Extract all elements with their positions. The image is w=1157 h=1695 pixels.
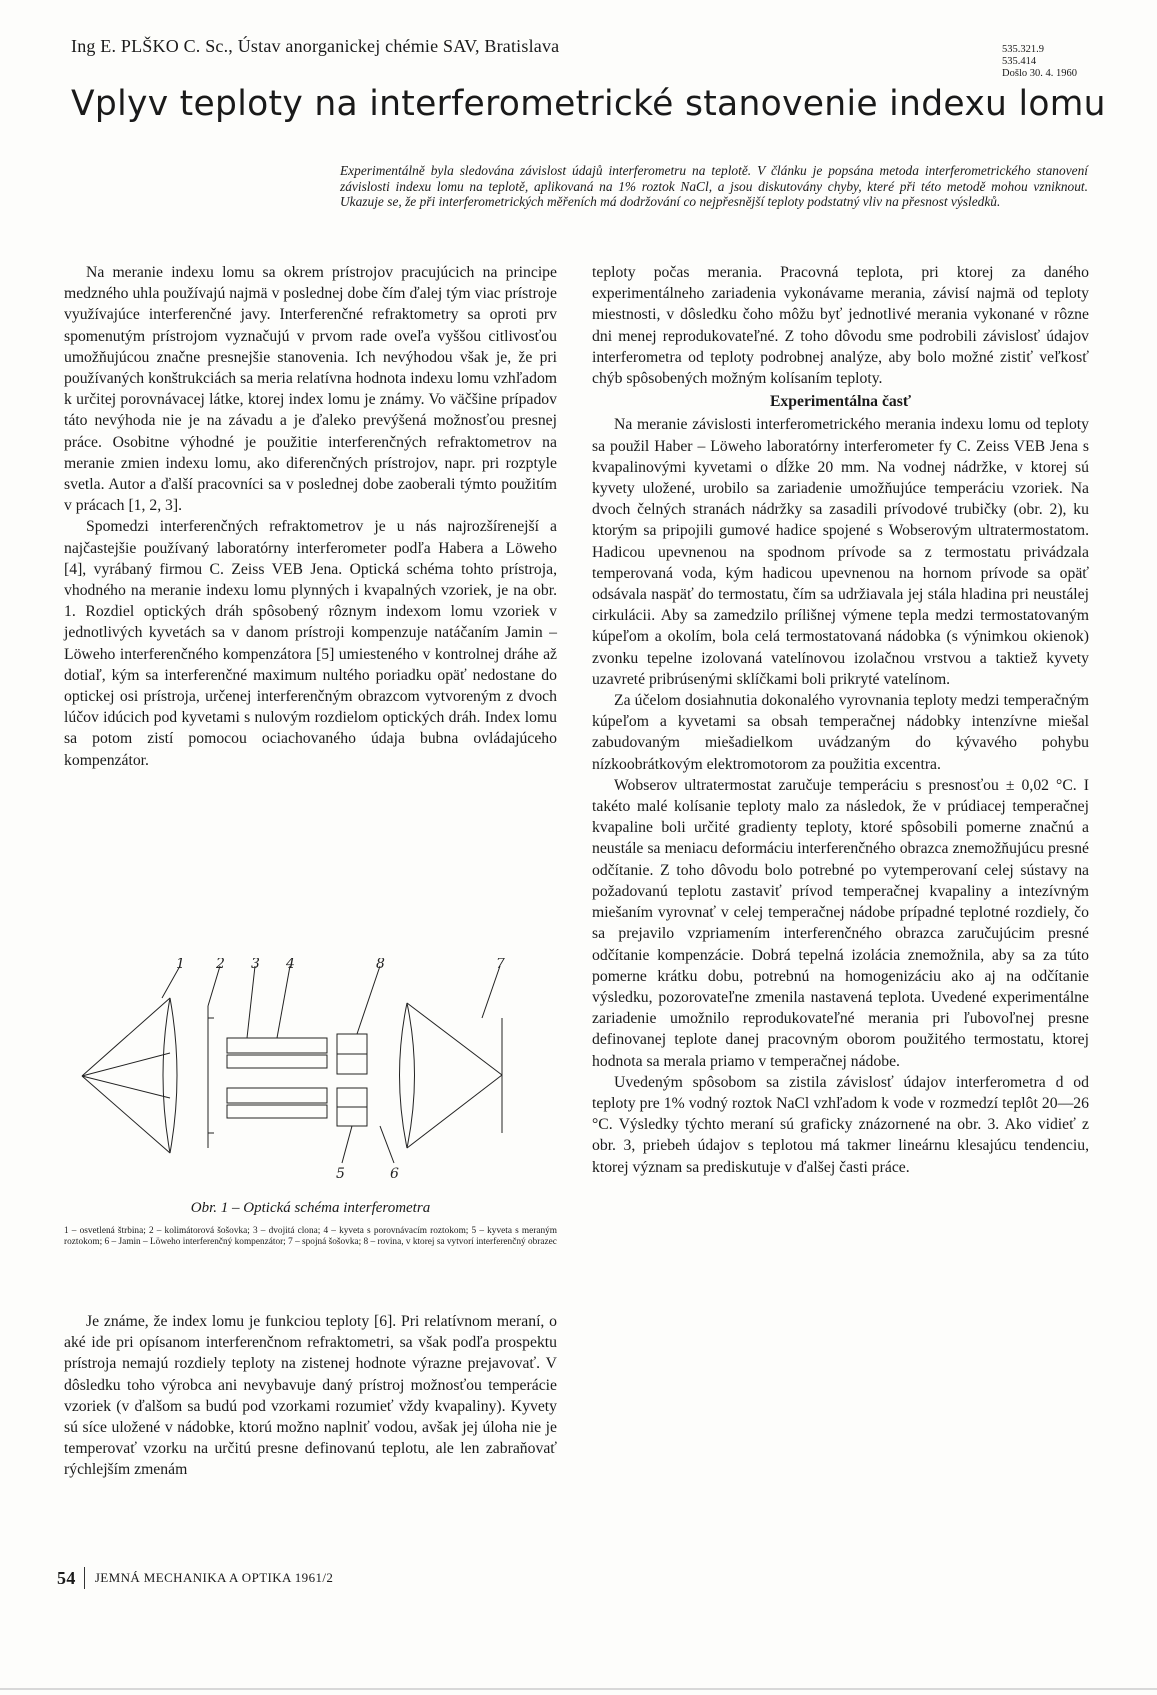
figure-label-7: 7 [496,958,505,972]
figure-label-3: 3 [251,958,260,972]
journal-name: JEMNÁ MECHANIKA A OPTIKA 1961/2 [94,1570,334,1585]
paragraph: teploty počas merania. Pracovná teplota, pri ktorej za daného experimentálneho zariadenia vykonávame merania, závisí najmä od teploty miestnosti, v dôsledku čoho môžu byť jednotlivé merania vykonané v rôzne dni menej reprodukovateľné. Z toho dôvodu sme podrobili závislosť údajov interferometra od teploty podrobnej analýze, aby bolo možné zistiť veľkosť chýb spôsobených možným kolísaním teploty. [592,264,1089,388]
figure-label-5: 5 [336,1166,345,1182]
figure-label-2: 2 [216,958,225,972]
udc-code-1: 535.321.9 [1002,44,1045,55]
figure-caption: Obr. 1 – Optická schéma interferometra [190,1200,431,1216]
paragraph: Za účelom dosiahnutia dokonalého vyrovnania teploty medzi temperačným kúpeľom a kyvetami sa obsah temperačnej nádobky intenzívne miešal zabudovaným miešadielkom uvádzaným do kývavého pohybu nízkoobrátkovým elektromotorom za použitia excentra. [592,692,1089,773]
paragraph: Wobserov ultratermostat zaručuje temperáciu s presnosťou ± 0,02 °C. I takéto malé kolísanie teploty malo za následok, že v prúdiacej temperačnej kvapaline boli určité gradienty teploty, ktoré spôsobili pomerne značnú a neustále sa meniacu deformáciu interferenčného obrazca znemožňujúcu presné odčítanie. Z toho dôvodu bolo potrebné po vytemperovaní celej sústavy na požadovanú teplotu zastaviť prívod temperačnej kvapaliny a intezívným miešaním vyrovnať v celej temperačnej nádobe prípadné teplotné rozdiely, čo sa prejavilo vzpriamením interferenčného obrazca zaručujúcim presné odčítanie kompenzácie. Dobrá tepelná izolácia znemožnila, aby sa za túto pomerne krátku dobu, potrebnú na homogenizáciu ako aj na odčítanie výsledku, pozorovateľne zmenila nastavená teplota. Uvedené experimentálne zariadenie umožnilo reprodukovateľné merania pri ľubovoľnej presne definovanej teplote danej pracovným oborom použitého termostatu, ktorej hodnota sa merala priamo v temperačnej nádobe. [592,776,1089,1070]
figure-legend: 1 – osvetlená štrbina; 2 – kolimátorová šošovka; 3 – dvojitá clona; 4 – kyveta s porovnávacím roztokom; 5 – kyveta s meraným roztokom; 6 – Jamin – Löweho interferenčný kompenzátor; 7 – spojná šošovka; 8 – rovina, v ktorej sa vytvorí interferenčný obrazec [64,1226,557,1247]
author-line: Ing E. PLŠKO C. Sc., Ústav anorganickej chémie SAV, Bratislava [71,36,560,56]
page-footer [57,1567,333,1589]
column-left-bottom [64,1311,557,1481]
article-title: Vplyv teploty na interferometrické stanovenie indexu lomu [71,84,1106,124]
section-heading: Experimentálna časť [769,393,912,411]
column-right [592,262,1089,1178]
figure-label-6: 6 [390,1166,399,1182]
figure-label-8: 8 [376,958,385,972]
paragraph: Je známe, že index lomu je funkciou teploty [6]. Pri relatívnom meraní, o aké ide pri opísanom interferenčnom refraktometri, sa však podľa prospektu prístroja nemajú rozdiely teploty na zistenej hodnote výrazne prejavovať. V dôsledku toho výrobca ani nevybavuje daný prístroj možnosťou temperácie vzoriek (v ďalšom sa budú pod vzorkami rozumieť vždy kvapaliny). Kyvety sú síce uložené v nádobke, ktorú možno naplniť vodou, avšak jej úloha nie je temperovať vzorku na určitú presne definovanú teplotu, ale len zabraňovať rýchlejším zmenám [64,1313,557,1479]
optical-schema-figure [62,958,562,1183]
udc-code-2: 535.414 [1002,56,1037,67]
column-left-top [64,262,557,771]
figure-label-1: 1 [176,958,185,972]
udc-block [1002,44,1077,80]
paragraph: Na meranie závislosti interferometrického merania indexu lomu od teploty sa použil Haber – Löweho laboratórny interferometer fy C. Zeiss VEB Jena s kvapalinovými kyvetami o dĺžke 20 mm. Na vodnej nádržke, v ktorej sú kyvety uložené, urobilo sa zariadenie umožňujúce temperáciu vzoriek. Na dvoch čelných stranách nádržky sa zasadili prívodové trubičky (obr. 2), ku ktorým sa pripojili gumové hadice spojené s Wobserovým ultratermostatom. Hadicou upevnenou na spodnom prívode sa z termostatu privádzala temperovaná voda, kým hadicou upevnenou na hornom prívode sa opäť odsávala naspäť do termostatu, čím sa udržiavala jej stála hladina pri neustálej cirkulácii. Aby sa zamedzilo prílišnej výmene tepla medzi termostatovaným kúpeľom a okolím, bola celá termostatovaná nádobka (s výnimkou okienok) zvonku tepelne izolovaná vatelínovou izolačnou vrstvou a taktiež kyvety uzavreté pribrúsenými sklíčkami boli prikryté vatelínom. [592,416,1089,688]
received-date: Došlo 30. 4. 1960 [1002,68,1077,79]
paragraph: Spomedzi interferenčných refraktometrov je u nás najrozšírenejší a najčastejšie používaný laboratórny interferometer podľa Habera a Löweho [4], vyrábaný firmou C. Zeiss VEB Jena. Optická schéma tohto prístroja, vhodného na meranie indexu lomu plynných i kvapalných vzoriek, je na obr. 1. Rozdiel optických dráh spôsobený rôznym indexom lomu vzoriek v jednotlivých kyvetách sa v danom prístroji kompenzuje natáčaním Jamin – Löweho interferenčného kompenzátora [5] umiesteného v kontrolnej dráhe až dotiaľ, kým sa interferenčné maximum nultého poriadku opäť nedostane do optickej osi prístroja, určenej interferenčným obrazcom vytvoreným z dvoch lúčov idúcich pod kyvetami s nulovým rozdielom optických dráh. Index lomu sa potom zistí pomocou ociachovaného údaja bubna ovládajúceho kompenzátor. [64,518,557,769]
abstract: Experimentálně byla sledována závislost údajů interferometru na teplotě. V článku je popsána metoda interferometrického stanovení závislosti indexu lomu na teplotě, aplikovaná na 1% roztok NaCl, a jsou diskutovány chyby, které při této metodě mohou vzniknout. Ukazuje se, že při interferometrických měřeních má dodržování co nejpřesnější teploty podstatný vliv na přesnost výsledků. [340,163,1088,209]
figure-label-4: 4 [286,958,295,972]
paragraph: Uvedeným spôsobom sa zistila závislosť údajov interferometra d od teploty pre 1% vodný roztok NaCl vzhľadom k vode v rozmedzí teplôt 20—26 °C. Výsledky týchto meraní sú graficky znázornené na obr. 3. Ako vidieť z obr. 3, priebeh údajov s teplotou má takmer lineárnu klesajúcu tendenciu, ktorej význam sa prediskutuje v ďalšej časti práce. [592,1073,1089,1176]
scan-edge-line [0,1688,1157,1690]
page-number: 54 [57,1567,76,1588]
footer-divider [84,1567,85,1589]
paragraph: Na meranie indexu lomu sa okrem prístrojov pracujúcich na principe medzného uhla používajú najmä v poslednej dobe čím ďalej tým viac prístroje využívajúce interferenčné javy. Interferenčné refraktometry sa oproti prv spomenutým prístrojom vyznačujú v prvom rade oveľa vyššou citlivosťou umožňujúcou značne presnejšie stanovenia. Ich nevýhodou však je, že pri používaných konštrukciách sa meria relatívna hodnota indexu lomu vzhľadom k určitej porovnávacej látke, ktorej index lomu je známy. Vo väčšine prípadov táto nevýhoda nie je na závadu a je ďaleko prevýšená možnosťou presnej práce. Osobitne výhodné je použitie interferenčných refraktometrov na meranie zmien indexu lomu, ako diferenčných prístrojov, napr. pri rozptyle svetla. Autor a ďalší pracovníci sa v poslednej dobe zaoberali týmto použitím v prácach [1, 2, 3]. [64,264,557,515]
